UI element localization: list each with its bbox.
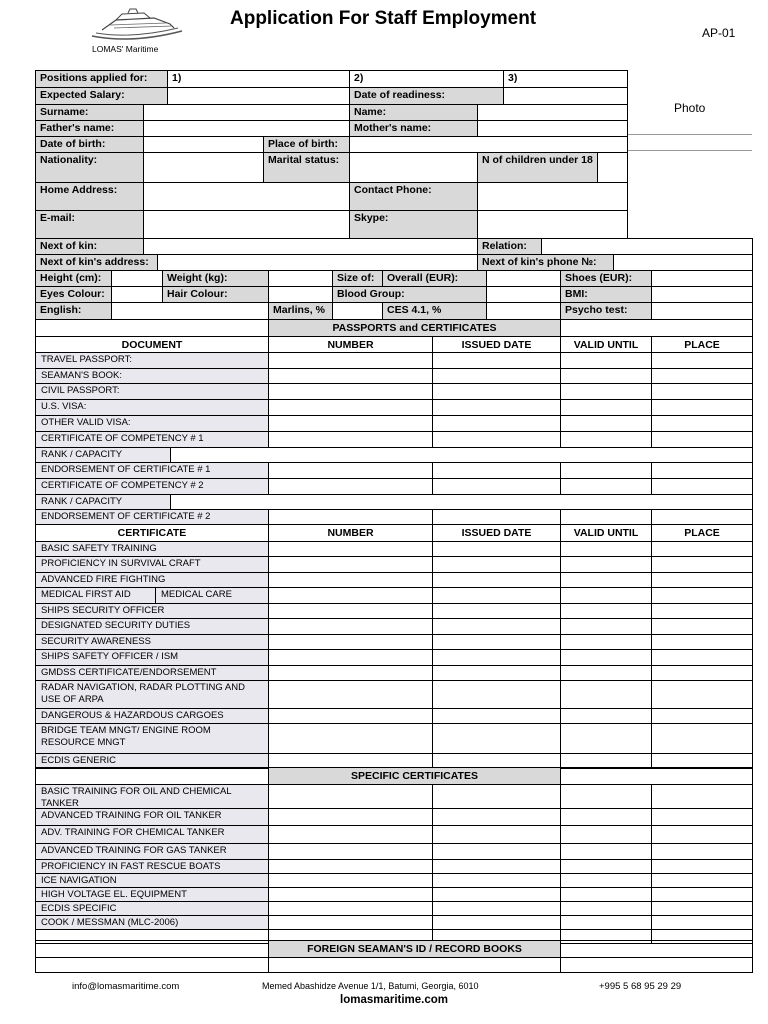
specific-certificate-input-cell[interactable] (268, 843, 433, 860)
certificate-input-cell[interactable] (560, 572, 652, 588)
document-label: SEAMAN'S BOOK: (35, 368, 269, 384)
email-field[interactable] (143, 210, 350, 239)
label-next-of-kin: Next of kin: (35, 238, 144, 255)
ces-field[interactable] (486, 302, 561, 320)
document-input-cell[interactable] (651, 399, 753, 416)
specific-certificate-input-cell[interactable] (432, 901, 561, 916)
document-input-cell[interactable] (560, 509, 652, 525)
certificate-input-cell[interactable] (651, 723, 753, 754)
page-title: Application For Staff Employment (230, 8, 537, 29)
next-of-kin-phone-field[interactable] (613, 254, 753, 271)
hair-colour-field[interactable] (268, 286, 333, 303)
section-spacer (560, 940, 753, 958)
specific-certificate-input-cell[interactable] (268, 825, 433, 844)
label-eyes-colour: Eyes Colour: (35, 286, 112, 303)
form-code: AP-01 (702, 26, 736, 40)
footer-email[interactable]: info@lomasmaritime.com (72, 981, 180, 992)
section-title-specific: SPECIFIC CERTIFICATES (268, 767, 561, 785)
section-spacer (35, 319, 269, 337)
certificate-input-cell[interactable] (651, 541, 753, 557)
certificate-input-cell[interactable] (432, 572, 561, 588)
certificate-input-cell[interactable] (432, 618, 561, 635)
column-header: PLACE (651, 336, 753, 353)
certificate-input-cell[interactable] (560, 541, 652, 557)
label-positions: Positions applied for: (35, 70, 168, 88)
certificate-input-cell[interactable] (268, 649, 433, 666)
certificate-input-cell[interactable] (432, 556, 561, 573)
document-label: RANK / CAPACITY (35, 494, 171, 510)
footer-website[interactable]: lomasmaritime.com (340, 994, 449, 1006)
specific-certificate-label: ADVANCED TRAINING FOR GAS TANKER (35, 843, 269, 860)
relation-field[interactable] (541, 238, 753, 255)
specific-certificate-input-cell[interactable] (560, 843, 652, 860)
specific-certificate-input-cell[interactable] (560, 808, 652, 826)
specific-certificate-input-cell[interactable] (651, 901, 753, 916)
label-psycho-test: Psycho test: (560, 302, 652, 320)
specific-certificate-input-cell[interactable] (268, 915, 433, 930)
specific-certificate-input-cell[interactable] (560, 859, 652, 874)
specific-certificate-input-cell[interactable] (268, 901, 433, 916)
label-ces: CES 4.1, % (382, 302, 487, 320)
specific-certificate-input-cell[interactable] (268, 887, 433, 902)
document-input-cell[interactable] (560, 478, 652, 495)
label-size-of: Size of: (332, 270, 383, 287)
document-label: CERTIFICATE OF COMPETENCY # 2 (35, 478, 269, 495)
section-spacer (560, 319, 753, 337)
document-label: ENDORSEMENT OF CERTIFICATE # 1 (35, 462, 269, 479)
label-place-of-birth: Place of birth: (263, 136, 350, 153)
document-input-cell[interactable] (560, 415, 652, 432)
certificate-label: GMDSS CERTIFICATE/ENDORSEMENT (35, 665, 269, 681)
place-of-birth-field[interactable] (349, 136, 628, 153)
certificate-input-cell[interactable] (651, 634, 753, 650)
section-title-seamans-id: FOREIGN SEAMAN'S ID / RECORD BOOKS (268, 940, 561, 958)
label-date-of-readiness: Date of readiness: (349, 87, 504, 105)
document-input-cell[interactable] (651, 509, 753, 525)
document-input-cell[interactable] (268, 415, 433, 432)
certificate-input-cell[interactable] (268, 634, 433, 650)
specific-certificate-input-cell[interactable] (651, 873, 753, 888)
certificate-input-cell[interactable] (560, 587, 652, 604)
label-bmi: BMI: (560, 286, 652, 303)
position-2-field[interactable]: 2) (349, 70, 504, 88)
label-shoes: Shoes (EUR): (560, 270, 652, 287)
document-input-cell[interactable] (432, 415, 561, 432)
ship-logo-icon (82, 6, 192, 44)
certificate-input-cell[interactable] (432, 541, 561, 557)
english-field[interactable] (111, 302, 269, 320)
certificate-input-cell[interactable] (432, 723, 561, 754)
certificate-input-cell[interactable] (651, 680, 753, 709)
certificate-label: ADVANCED FIRE FIGHTING (35, 572, 269, 588)
document-input-cell[interactable] (432, 383, 561, 400)
certificate-input-cell[interactable] (651, 708, 753, 724)
seamans-id-field[interactable] (560, 957, 753, 973)
specific-certificate-input-cell[interactable] (432, 843, 561, 860)
label-relation: Relation: (477, 238, 542, 255)
column-header: CERTIFICATE (35, 524, 269, 542)
certificate-input-cell[interactable] (560, 634, 652, 650)
certificate-input-cell[interactable] (268, 587, 433, 604)
document-label: TRAVEL PASSPORT: (35, 352, 269, 369)
document-input-cell[interactable] (432, 399, 561, 416)
document-input-cell[interactable] (560, 383, 652, 400)
blood-group-field[interactable] (486, 286, 561, 303)
psycho-test-field[interactable] (651, 302, 753, 320)
children-under-18-field[interactable] (597, 152, 628, 183)
document-input-cell[interactable] (560, 399, 652, 416)
fathers-name-field[interactable] (143, 120, 350, 137)
column-header: DOCUMENT (35, 336, 269, 353)
section-spacer (560, 767, 753, 785)
certificate-input-cell[interactable] (268, 708, 433, 724)
document-input-cell[interactable] (651, 478, 753, 495)
label-expected-salary: Expected Salary: (35, 87, 168, 105)
document-input-cell[interactable] (268, 462, 433, 479)
certificate-input-cell[interactable] (268, 556, 433, 573)
section-spacer (35, 767, 269, 785)
specific-certificate-input-cell[interactable] (651, 784, 753, 809)
document-label: RANK / CAPACITY (35, 447, 171, 463)
document-input-cell[interactable] (651, 431, 753, 448)
label-skype: Skype: (349, 210, 478, 239)
name-field[interactable] (477, 104, 628, 121)
date-of-birth-field[interactable] (143, 136, 264, 153)
document-input-cell[interactable] (651, 352, 753, 369)
document-input-cell[interactable] (432, 431, 561, 448)
column-header: PLACE (651, 524, 753, 542)
expected-salary-field[interactable] (167, 87, 350, 105)
mothers-name-field[interactable] (477, 120, 628, 137)
photo-label: Photo (674, 101, 706, 115)
certificate-input-cell[interactable] (268, 541, 433, 557)
photo-divider (628, 150, 752, 151)
certificate-input-cell[interactable] (432, 649, 561, 666)
specific-certificate-input-cell[interactable] (651, 887, 753, 902)
specific-certificate-label: BASIC TRAINING FOR OIL AND CHEMICAL TANKER (35, 784, 269, 809)
specific-certificate-input-cell[interactable] (651, 915, 753, 930)
shoes-field[interactable] (651, 270, 753, 287)
certificate-input-cell[interactable] (651, 649, 753, 666)
certificate-input-cell[interactable] (432, 708, 561, 724)
specific-certificate-input-cell[interactable] (432, 859, 561, 874)
certificate-input-cell[interactable] (268, 723, 433, 754)
specific-certificate-input-cell[interactable] (651, 859, 753, 874)
document-input-cell[interactable] (268, 399, 433, 416)
certificate-label: SHIPS SECURITY OFFICER (35, 603, 269, 619)
specific-certificate-input-cell[interactable] (432, 808, 561, 826)
specific-certificate-input-cell[interactable] (651, 808, 753, 826)
specific-certificate-label: ADV. TRAINING FOR CHEMICAL TANKER (35, 825, 269, 844)
label-overall: Overall (EUR): (382, 270, 487, 287)
footer-address: Memed Abashidze Avenue 1/1, Batumi, Georgia, 6010 (262, 981, 479, 991)
company-logo (82, 6, 192, 58)
label-marital-status: Marital status: (263, 152, 350, 183)
document-input-cell[interactable] (560, 352, 652, 369)
section-spacer (35, 940, 269, 958)
next-of-kin-address-field[interactable] (157, 254, 478, 271)
position-3-field[interactable]: 3) (503, 70, 628, 88)
certificate-input-cell[interactable] (268, 665, 433, 681)
certificate-input-cell[interactable] (268, 618, 433, 635)
column-header: NUMBER (268, 524, 433, 542)
document-input-cell[interactable] (268, 368, 433, 384)
certificate-label: BASIC SAFETY TRAINING (35, 541, 269, 557)
certificate-input-cell[interactable] (560, 556, 652, 573)
certificate-label: DESIGNATED SECURITY DUTIES (35, 618, 269, 635)
specific-certificate-input-cell[interactable] (432, 873, 561, 888)
column-header: ISSUED DATE (432, 336, 561, 353)
certificate-input-cell[interactable] (432, 587, 561, 604)
document-input-cell[interactable] (432, 478, 561, 495)
specific-certificate-input-cell[interactable] (432, 825, 561, 844)
certificate-input-cell[interactable] (432, 603, 561, 619)
photo-area (628, 70, 752, 152)
document-input-cell[interactable] (268, 352, 433, 369)
specific-certificate-input-cell[interactable] (268, 784, 433, 809)
specific-certificate-label: ECDIS SPECIFIC (35, 901, 269, 916)
document-label: CERTIFICATE OF COMPETENCY # 1 (35, 431, 269, 448)
document-input-cell[interactable] (560, 368, 652, 384)
rank-capacity-field[interactable] (170, 447, 753, 463)
certificate-label: ECDIS GENERIC (35, 753, 269, 769)
document-input-cell[interactable] (268, 509, 433, 525)
label-surname: Surname: (35, 104, 144, 121)
label-home-address: Home Address: (35, 182, 144, 211)
document-input-cell[interactable] (268, 383, 433, 400)
specific-certificate-label: ADVANCED TRAINING FOR OIL TANKER (35, 808, 269, 826)
certificate-input-cell[interactable] (560, 723, 652, 754)
certificate-label: DANGEROUS & HAZARDOUS CARGOES (35, 708, 269, 724)
logo-text: LOMAS' Maritime (92, 44, 159, 54)
certificate-label: MEDICAL FIRST AID (35, 587, 156, 604)
date-of-readiness-field[interactable] (503, 87, 628, 105)
photo-divider (628, 134, 752, 135)
label-nationality: Nationality: (35, 152, 144, 183)
label-next-of-kin-phone: Next of kin's phone №: (477, 254, 614, 271)
certificate-input-cell[interactable] (560, 665, 652, 681)
label-hair-colour: Hair Colour: (162, 286, 269, 303)
certificate-label: BRIDGE TEAM MNGT/ ENGINE ROOM RESOURCE MNGT (35, 723, 269, 754)
certificate-label: MEDICAL CARE (155, 587, 269, 604)
label-name: Name: (349, 104, 478, 121)
specific-certificate-label: ICE NAVIGATION (35, 873, 269, 888)
label-contact-phone: Contact Phone: (349, 182, 478, 211)
document-input-cell[interactable] (560, 431, 652, 448)
certificate-input-cell[interactable] (560, 708, 652, 724)
footer-phone: +995 5 68 95 29 29 (599, 981, 682, 992)
label-weight: Weight (kg): (162, 270, 269, 287)
surname-field[interactable] (143, 104, 350, 121)
bmi-field[interactable] (651, 286, 753, 303)
rank-capacity-field[interactable] (170, 494, 753, 510)
label-mothers-name: Mother's name: (349, 120, 478, 137)
column-header: NUMBER (268, 336, 433, 353)
specific-certificate-input-cell[interactable] (560, 887, 652, 902)
certificate-input-cell[interactable] (432, 680, 561, 709)
position-1-field[interactable]: 1) (167, 70, 350, 88)
home-address-field[interactable] (143, 182, 350, 211)
label-english: English: (35, 302, 112, 320)
document-label: U.S. VISA: (35, 399, 269, 416)
certificate-label: PROFICIENCY IN SURVIVAL CRAFT (35, 556, 269, 573)
certificate-input-cell[interactable] (560, 680, 652, 709)
document-input-cell[interactable] (432, 352, 561, 369)
document-input-cell[interactable] (268, 431, 433, 448)
next-of-kin-field[interactable] (143, 238, 478, 255)
certificate-input-cell[interactable] (432, 665, 561, 681)
eyes-colour-field[interactable] (111, 286, 163, 303)
specific-certificate-input-cell[interactable] (560, 901, 652, 916)
certificate-input-cell[interactable] (560, 618, 652, 635)
nationality-field[interactable] (143, 152, 264, 183)
column-header: ISSUED DATE (432, 524, 561, 542)
document-input-cell[interactable] (432, 509, 561, 525)
specific-certificate-input-cell[interactable] (560, 825, 652, 844)
specific-certificate-label: PROFICIENCY IN FAST RESCUE BOATS (35, 859, 269, 874)
certificate-input-cell[interactable] (432, 634, 561, 650)
document-input-cell[interactable] (560, 462, 652, 479)
document-label: CIVIL PASSPORT: (35, 383, 269, 400)
document-input-cell[interactable] (651, 462, 753, 479)
certificate-label: SHIPS SAFETY OFFICER / ISM (35, 649, 269, 666)
label-date-of-birth: Date of birth: (35, 136, 144, 153)
specific-certificate-input-cell[interactable] (432, 915, 561, 930)
certificate-input-cell[interactable] (560, 649, 652, 666)
certificate-input-cell[interactable] (651, 665, 753, 681)
specific-certificate-input-cell[interactable] (268, 859, 433, 874)
document-input-cell[interactable] (432, 368, 561, 384)
label-blood-group: Blood Group: (332, 286, 487, 303)
section-title-passports: PASSPORTS and CERTIFICATES (268, 319, 561, 337)
certificate-input-cell[interactable] (560, 603, 652, 619)
specific-certificate-input-cell[interactable] (432, 784, 561, 809)
column-header: VALID UNTIL (560, 524, 652, 542)
specific-certificate-input-cell[interactable] (651, 843, 753, 860)
label-next-of-kin-address: Next of kin's address: (35, 254, 158, 271)
weight-field[interactable] (268, 270, 333, 287)
label-marlins: Marlins, % (268, 302, 333, 320)
specific-certificate-label: HIGH VOLTAGE EL. EQUIPMENT (35, 887, 269, 902)
specific-certificate-input-cell[interactable] (268, 873, 433, 888)
specific-certificate-input-cell[interactable] (268, 808, 433, 826)
contact-phone-field[interactable] (477, 182, 628, 211)
specific-certificate-input-cell[interactable] (560, 915, 652, 930)
column-header: VALID UNTIL (560, 336, 652, 353)
skype-field[interactable] (477, 210, 628, 239)
certificate-label: RADAR NAVIGATION, RADAR PLOTTING AND USE OF ARPA (35, 680, 269, 709)
certificate-label: SECURITY AWARENESS (35, 634, 269, 650)
document-input-cell[interactable] (651, 415, 753, 432)
document-label: OTHER VALID VISA: (35, 415, 269, 432)
certificate-input-cell[interactable] (651, 556, 753, 573)
document-input-cell[interactable] (651, 368, 753, 384)
specific-certificate-input-cell[interactable] (432, 887, 561, 902)
specific-certificate-label: COOK / MESSMAN (MLC-2006) (35, 915, 269, 930)
document-label: ENDORSEMENT OF CERTIFICATE # 2 (35, 509, 269, 525)
label-height: Height (cm): (35, 270, 112, 287)
overall-field[interactable] (486, 270, 561, 287)
certificate-input-cell[interactable] (651, 603, 753, 619)
marital-status-field[interactable] (349, 152, 478, 183)
certificate-input-cell[interactable] (651, 618, 753, 635)
height-field[interactable] (111, 270, 163, 287)
label-email: E-mail: (35, 210, 144, 239)
certificate-input-cell[interactable] (268, 680, 433, 709)
certificate-input-cell[interactable] (651, 572, 753, 588)
document-input-cell[interactable] (268, 478, 433, 495)
label-children-under-18: N of children under 18 (477, 152, 598, 183)
seamans-id-field[interactable] (35, 957, 269, 973)
specific-certificate-input-cell[interactable] (560, 784, 652, 809)
document-input-cell[interactable] (651, 383, 753, 400)
certificate-input-cell[interactable] (651, 587, 753, 604)
certificate-input-cell[interactable] (268, 572, 433, 588)
certificate-input-cell[interactable] (268, 603, 433, 619)
marlins-field[interactable] (332, 302, 383, 320)
specific-certificate-input-cell[interactable] (560, 873, 652, 888)
seamans-id-field[interactable] (268, 957, 561, 973)
document-input-cell[interactable] (432, 462, 561, 479)
specific-certificate-input-cell[interactable] (651, 825, 753, 844)
label-fathers-name: Father's name: (35, 120, 144, 137)
